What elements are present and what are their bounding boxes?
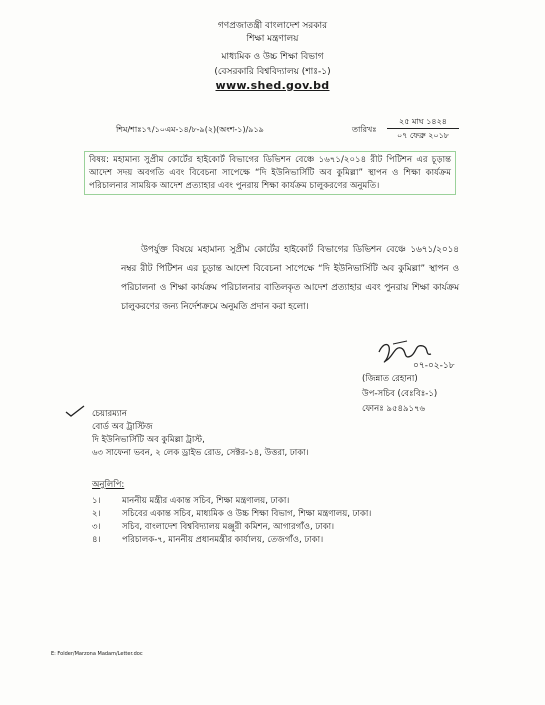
- copy-number: ১।: [92, 496, 101, 506]
- list-item: [92, 495, 371, 508]
- website-link[interactable]: www.shed.gov.bd: [215, 79, 330, 92]
- memo-number: শিম/শাঃ১৭/১০এম-১৪/৮-৯(২)(অংশ-১)/৯১৯: [116, 125, 264, 134]
- signatory-phone: ফোনঃ ৯৫৪৯১৭৬: [362, 404, 426, 414]
- copy-text: সচিবের একান্ত সচিব, মাধ্যমিক ও উচ্চ শিক্ষা বিভাগ, শিক্ষা মন্ত্রণালয়, ঢাকা।: [122, 509, 372, 519]
- recipient-block: [92, 408, 309, 460]
- date-english: ০৭ ফেব্রু ২০১৮: [396, 131, 449, 140]
- date-label: তারিখঃ: [352, 125, 377, 134]
- copy-number: ৩।: [92, 522, 101, 532]
- govt-name: গণপ্রজাতন্ত্রী বাংলাদেশ সরকার: [217, 21, 328, 31]
- signatory-designation: উপ-সচিব (বেঃবিঃ-১): [362, 389, 438, 399]
- handwritten-signature: [373, 338, 463, 372]
- website-url[interactable]: [0, 80, 545, 93]
- recipient-title: চেয়ারম্যান: [92, 409, 127, 419]
- division-name: মাধ্যমিক ও উচ্চ শিক্ষা বিভাগ: [221, 52, 324, 62]
- recipient-org: বোর্ড অব ট্রাস্টিজ: [92, 422, 153, 432]
- copy-text: সচিব, বাংলাদেশ বিশ্ববিদ্যালয় মঞ্জুরী কমিশন, আগারগাঁও, ঢাকা।: [122, 522, 335, 532]
- subject-box: [84, 151, 456, 195]
- body-paragraph: উপর্যুক্ত বিষয়ে মহামান্য সুপ্রীম কোর্টের হাইকোর্ট বিভাগের ডিভিশন বেঞ্চে ১৬৭১/২০১৪ নম্বর রীট পিটিশন এর চূড়ান্ত আদেশ বিবেচনা সাপেক্ষে “দি ইউনিভার্সিটি অব কুমিল্লা” স্থাপন ও পরিচালনা ও শিক্ষা কার্যক্রম পরিচালনার বাতিলকৃত আদেশ প্রত্যাহার এবং পুনরায় শিক্ষা কার্যক্রম চালুকরণের জন্য নির্দেশক্রমে অনুমতি প্রদান করা হলো।: [121, 245, 459, 312]
- copy-text: মাননীয় মন্ত্রীর একান্ত সচিব, শিক্ষা মন্ত্রণালয়, ঢাকা।: [122, 496, 290, 506]
- file-path-footer: E: Folder/Marzona Madam/Letter.doc: [51, 651, 143, 657]
- signature-date: ০৭-০২-১৮: [413, 361, 455, 371]
- subject-label: বিষয়:: [89, 155, 109, 165]
- copy-number: ২।: [92, 509, 101, 519]
- list-item: [92, 534, 371, 547]
- signatory-block: [362, 372, 462, 417]
- ministry-name: শিক্ষা মন্ত্রণালয়: [246, 34, 299, 44]
- list-item: [92, 521, 371, 534]
- date-block: [387, 116, 459, 141]
- recipient-address: ৬৩ সাফেনা ভবন, ২ লেক ড্রাইভ রোড, সেক্টর-১৪, উত্তরা, ঢাকা।: [92, 448, 309, 458]
- copies-list: [92, 495, 371, 547]
- check-mark-icon: [64, 404, 86, 418]
- copies-title: অনুলিপি:: [92, 480, 125, 490]
- date-divider: [387, 128, 459, 129]
- section-name: (বেসরকারি বিশ্ববিদ্যালয় (শাঃ-১): [214, 67, 331, 77]
- subject-text: মহামান্য সুপ্রীম কোর্টের হাইকোর্ট বিভাগের ডিভিশন বেঞ্চে ১৬৭১/২০১৪ রীট পিটিশন এর চূড়ান্ত আদেশ সদয় অবগতি এবং বিবেচনা সাপেক্ষে “দি ইউনিভার্সিটি অব কুমিল্লা” স্থাপন ও শিক্ষা কার্যক্রম পরিচালনার সাময়িক আদেশ প্রত্যাহার এবং পুনরায় শিক্ষা কার্যক্রম চালুকরণের অনুমতি।: [89, 155, 451, 191]
- recipient-org-trust: দি ইউনিভার্সিটি অব কুমিল্লা ট্রাস্ট,: [92, 435, 205, 445]
- date-bangla: ২৫ মাঘ ১৪২৪: [399, 117, 447, 126]
- copy-number: ৪।: [92, 535, 101, 545]
- list-item: [92, 508, 371, 521]
- copy-text: পরিচালক-৭, মাননীয় প্রধানমন্ত্রীর কার্যালয়, তেজগাঁও, ঢাকা।: [122, 535, 324, 545]
- signatory-name: (জিন্নাত রেহানা): [362, 374, 418, 384]
